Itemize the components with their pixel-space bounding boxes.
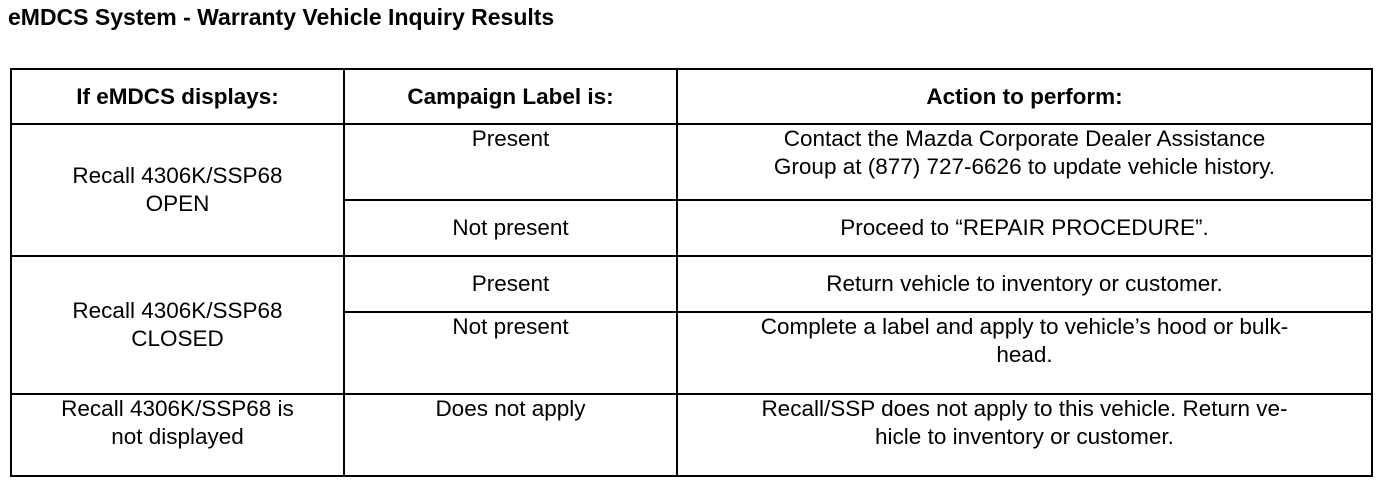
display-text: OPEN xyxy=(145,191,210,216)
display-text: CLOSED xyxy=(131,326,224,351)
action-text: Group at (877) 727-6626 to update vehicle history. xyxy=(773,154,1276,179)
action-text: hicle to inventory or customer. xyxy=(875,424,1174,449)
action-cell xyxy=(677,394,1372,476)
table-row xyxy=(11,256,1372,312)
column-header-display: If eMDCS displays: xyxy=(11,69,344,124)
page-title: eMDCS System - Warranty Vehicle Inquiry Results xyxy=(8,4,555,30)
action-cell xyxy=(677,256,1372,312)
campaign-label-cell: Present xyxy=(344,124,677,200)
action-text: Recall/SSP does not apply to this vehicle. Return ve- xyxy=(761,396,1288,421)
display-cell-closed xyxy=(11,256,344,394)
action-text: Return vehicle to inventory or customer. xyxy=(826,271,1223,296)
display-cell-open xyxy=(11,124,344,256)
campaign-label-cell: Present xyxy=(344,256,677,312)
display-text: not displayed xyxy=(111,424,244,449)
action-text: Contact the Mazda Corporate Dealer Assistance xyxy=(783,126,1266,151)
display-text: Recall 4306K/SSP68 xyxy=(72,298,283,323)
action-cell xyxy=(677,200,1372,256)
display-cell-not-displayed xyxy=(11,394,344,476)
display-text: Recall 4306K/SSP68 is xyxy=(61,396,294,421)
table-row xyxy=(11,124,1372,200)
table-header-row xyxy=(11,69,1372,124)
table-row xyxy=(11,394,1372,476)
campaign-label-cell: Not present xyxy=(344,312,677,394)
campaign-label-cell: Not present xyxy=(344,200,677,256)
action-text: Complete a label and apply to vehicle’s hood or bulk- xyxy=(760,314,1289,339)
column-header-campaign-label: Campaign Label is: xyxy=(344,69,677,124)
column-header-action: Action to perform: xyxy=(677,69,1372,124)
display-text: Recall 4306K/SSP68 xyxy=(72,163,283,188)
action-cell xyxy=(677,312,1372,394)
inquiry-results-table xyxy=(10,68,1373,477)
campaign-label-cell: Does not apply xyxy=(344,394,677,476)
action-cell xyxy=(677,124,1372,200)
action-text: Proceed to “REPAIR PROCEDURE”. xyxy=(840,215,1209,240)
action-text: head. xyxy=(996,342,1053,367)
